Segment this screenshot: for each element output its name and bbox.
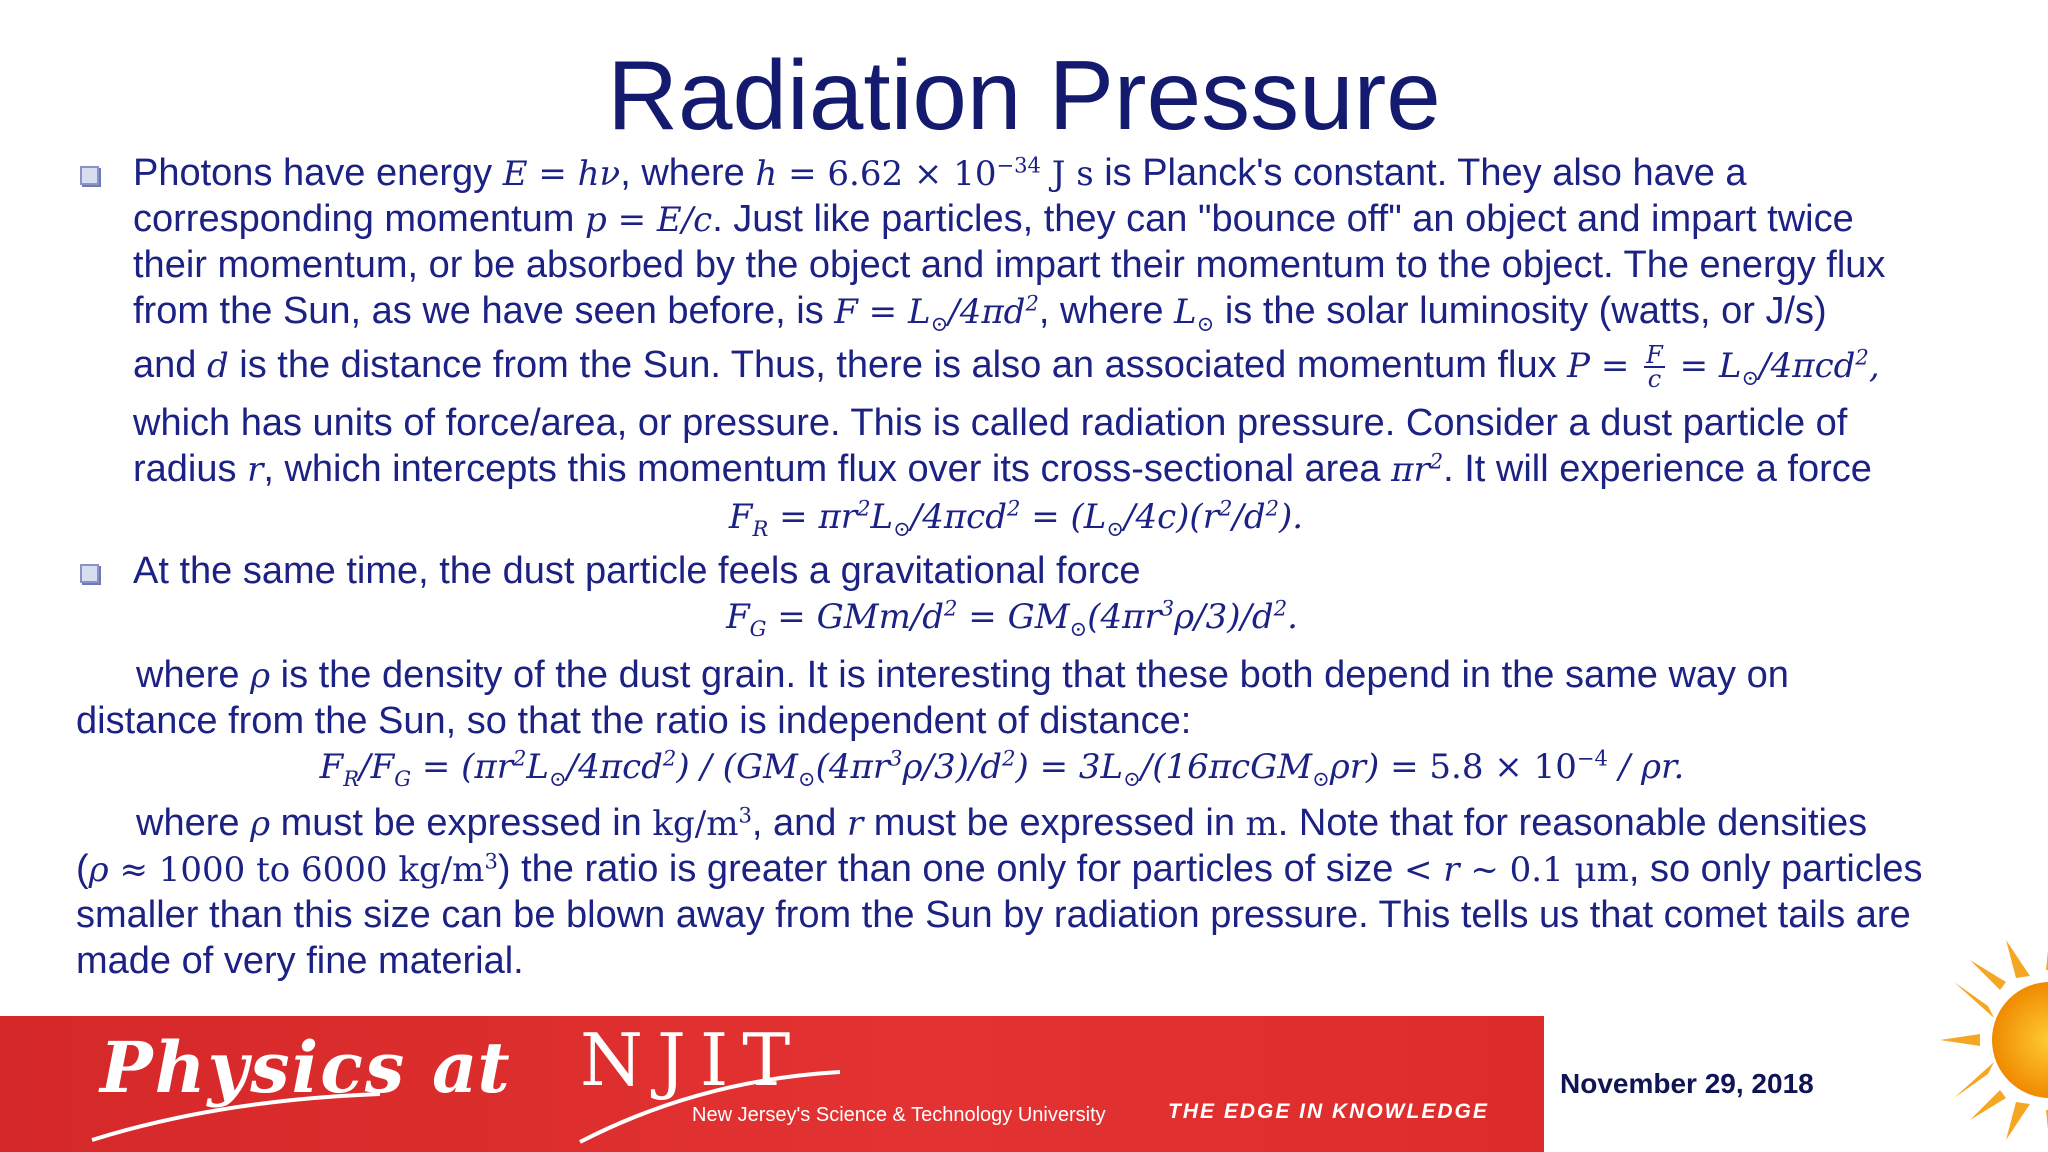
- math-fraction: $\frac{F}{c}$: [1646, 340, 1663, 393]
- sun-icon: [1940, 930, 2048, 1152]
- math-inline: r: [846, 804, 864, 844]
- math-inline: d: [206, 346, 229, 386]
- text-span: is the density of the dust grain. It is interesting that these both depend in the same way on: [270, 654, 1789, 696]
- math-inline: $F = L_⊙/4\pi d^2$: [834, 290, 1039, 336]
- math-inline: E = hν: [502, 154, 621, 194]
- text-span: and: [133, 344, 207, 386]
- math-inline: $L_⊙$: [1174, 292, 1215, 336]
- text-span: , where: [1038, 290, 1175, 332]
- text-span: , so only particles: [1628, 848, 1923, 890]
- text-line: smaller than this size can be blown away from the Sun by radiation pressure. This tells us that comet tails are: [76, 894, 1911, 936]
- math-inline: ρ ≈: [88, 850, 159, 890]
- text-span: is the distance from the Sun. Thus, there is also an associated momentum flux: [228, 344, 1568, 386]
- math-inline: ~ 0.1 μm: [1459, 850, 1629, 890]
- math-inline: ρ: [250, 656, 271, 696]
- text-span: . Just like particles, they can "bounce off" an object and impart twice: [712, 198, 1854, 240]
- math-inline: ρ: [250, 804, 271, 844]
- math-inline: 1000 to 6000 $kg/m^3$: [158, 848, 498, 890]
- text-span: , where: [620, 152, 756, 194]
- text-span: . Note that for reasonable densities: [1277, 802, 1868, 844]
- equation-radiation-force: $F_R = \pi r^2L_⊙/4\pi cd^2 = (L_⊙/4c)(r^2/d^2)$.: [728, 495, 1304, 541]
- text-line: made of very fine material.: [76, 940, 524, 982]
- math-inline: = $L_⊙/4\pi cd^2$,: [1668, 344, 1880, 390]
- math-inline: $\pi r^2$: [1391, 448, 1444, 490]
- text-span: must be expressed in: [863, 802, 1246, 844]
- text-span: , which intercepts this momentum flux over its cross-sectional area: [263, 448, 1392, 490]
- text-span: must be expressed in: [270, 802, 653, 844]
- footer-university-subtitle: New Jersey's Science & Technology University: [692, 1104, 1106, 1126]
- math-inline: $kg/m^3$: [652, 802, 752, 844]
- text-span: corresponding momentum: [133, 198, 585, 240]
- text-line: their momentum, or be absorbed by the object and impart their momentum to the object. The energy flux: [133, 244, 1886, 286]
- text-span: is Planck's constant. They also have a: [1093, 152, 1747, 194]
- footer-physics-logo-text: Physics: [100, 1026, 407, 1109]
- text-line: At the same time, the dust particle feels a gravitational force: [133, 550, 1141, 592]
- equation-ratio: $F_R/F_G = (\pi r^2L_⊙/4\pi cd^2) / (GM_⊙(4\pi r^3\rho/3)/d^2) = 3L_⊙/(16\pi cGM_⊙\rho r) = 5.8 \times 10^{-4} / \rho r$.: [319, 745, 1685, 791]
- footer-tagline: THE EDGE IN KNOWLEDGE: [1168, 1100, 1489, 1123]
- math-inline: h: [755, 154, 778, 194]
- text-span: where: [136, 802, 251, 844]
- text-line: which has units of force/area, or pressure. This is called radiation pressure. Consider a dust particle of: [133, 402, 1848, 444]
- text-span: (: [76, 848, 89, 890]
- math-inline: r: [247, 450, 264, 490]
- text-span: , and: [751, 802, 847, 844]
- equation-gravity-force: $F_G = GMm/d^2 = GM_⊙(4\pi r^3\rho/3)/d^2$.: [726, 595, 1298, 641]
- math-inline: m: [1245, 804, 1278, 844]
- math-inline: P =: [1567, 346, 1641, 386]
- slide-title: Radiation Pressure: [607, 40, 1441, 150]
- text-span: ) the ratio is greater than one only for particles of size: [497, 848, 1404, 890]
- text-line: distance from the Sun, so that the ratio is independent of distance:: [76, 700, 1192, 742]
- footer-at-text: at: [432, 1026, 510, 1109]
- math-inline: = $6.62 \times 10^{-34}$ J s: [777, 152, 1094, 194]
- text-span: where: [136, 654, 251, 696]
- text-span: Photons have energy: [133, 152, 503, 194]
- text-span: from the Sun, as we have seen before, is: [133, 290, 835, 332]
- text-span: . It will experience a force: [1443, 448, 1872, 490]
- footer-njit-logo: NJIT: [580, 1018, 805, 1102]
- text-span: is the solar luminosity (watts, or J/s): [1214, 290, 1827, 332]
- slide-date: November 29, 2018: [1560, 1068, 1814, 1099]
- text-span: radius: [133, 448, 248, 490]
- math-inline: < r: [1403, 850, 1460, 890]
- math-inline: p = E/c: [585, 200, 713, 240]
